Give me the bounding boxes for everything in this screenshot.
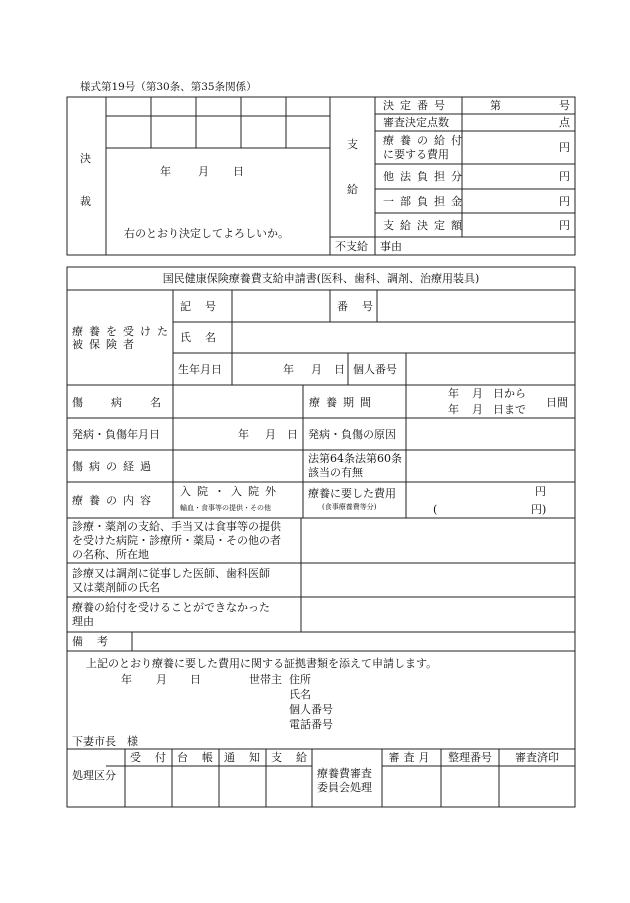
period-days-label: 日間 [546, 396, 568, 409]
declaration-text: 上記のとおり療養に要した費用に関する証拠書類を添えて申請します。 [86, 657, 438, 670]
declaration-day: 日 [190, 673, 201, 686]
bango-label: 番号 [337, 300, 387, 313]
benefit-cost-label-2: に要する費用 [383, 148, 449, 161]
jusho-label: 住所 [289, 673, 311, 686]
period-to-year: 年 [448, 403, 459, 416]
other-law-unit: 円 [559, 170, 570, 183]
decision-number-dai: 第 [490, 99, 501, 112]
period-to-label: 日まで [493, 403, 526, 416]
birth-month: 月 [311, 363, 322, 376]
processing-label: 処理区分 [72, 769, 116, 782]
hiyo-note: (食事療養費等分) [322, 503, 377, 511]
copay-label: 一部負担金 [383, 195, 468, 208]
onset-year: 年 [238, 428, 249, 441]
onset-date-label: 発病・負傷年月日 [72, 428, 160, 441]
byomei-label: 傷病名 [72, 396, 189, 409]
committee-label-2: 委員会処理 [317, 781, 372, 794]
hiyo-paren-open: ( [433, 503, 438, 516]
approval-confirm-text: 右のとおり決定してよろしいか。 [124, 227, 289, 240]
form-title: 国民健康保険療養費支給申請書(医科、歯科、調剤、治療用装具) [162, 272, 480, 285]
jiyu-label: 事由 [380, 240, 402, 253]
other-law-label: 他法負担分 [383, 170, 468, 183]
payment-kyu-label: 給 [347, 183, 358, 196]
nyuin-label: 入院・入院外 [180, 485, 282, 498]
header-shikyu: 支給 [271, 751, 321, 764]
birth-year: 年 [283, 363, 294, 376]
biko-label: 備考 [72, 635, 122, 648]
applicant-name-label: 氏名 [289, 688, 311, 701]
payment-decision-unit: 円 [559, 219, 570, 232]
insured-label-2: 被保険者 [72, 338, 140, 351]
period-from-label: 日から [493, 387, 526, 400]
kojin-bango-label: 個人番号 [353, 363, 397, 376]
copay-unit: 円 [559, 195, 570, 208]
form-id: 様式第19号（第30条、第35条関係） [80, 81, 257, 93]
hospital-label-1: 診療・薬剤の支給、手当又は食事等の提供 [72, 520, 281, 533]
payment-shi-label: 支 [347, 138, 358, 151]
fushikyu-label: 不支給 [335, 240, 368, 253]
approval-date-month: 月 [198, 165, 209, 178]
onset-month: 月 [265, 428, 276, 441]
keika-label: 傷病の経過 [72, 460, 157, 473]
nyuin-note: 輸血・食事等の提供・その他 [180, 504, 271, 512]
approval-date-year: 年 [160, 165, 171, 178]
review-points-unit: 点 [559, 116, 570, 129]
mayor-address: 下妻市長 様 [72, 735, 138, 748]
reason-label-1: 療養の給付を受けることができなかった [72, 601, 270, 614]
hospital-label-2: を受けた病院・診療所・薬局・その他の者 [72, 534, 281, 547]
shinsa-tsuki-header: 審査月 [388, 751, 434, 764]
kessai-label-1: 決 [80, 152, 91, 165]
onset-day: 日 [287, 428, 298, 441]
review-points-label: 審査決定点数 [383, 116, 449, 129]
insured-label-1: 療養を受けた [72, 325, 174, 338]
article-64-label-2: 該当の有無 [308, 466, 363, 479]
doctor-label-2: 又は薬剤師の氏名 [72, 581, 160, 594]
phone-label: 電話番号 [289, 718, 333, 731]
period-to-month: 月 [472, 403, 483, 416]
seiri-bango-header: 整理番号 [448, 751, 492, 764]
period-from-year: 年 [448, 387, 459, 400]
decision-number-label: 決定番号 [383, 99, 451, 112]
hiyo-yen: 円 [535, 485, 546, 498]
hiyo-label: 療養に要した費用 [308, 487, 396, 500]
doctor-label-1: 診療又は調剤に従事した医師、歯科医師 [72, 567, 270, 580]
approval-date-day: 日 [233, 165, 244, 178]
benefit-cost-label-1: 療養の給付 [383, 134, 468, 147]
article-64-label-1: 法第64条法第60条 [308, 452, 402, 465]
header-daicho: 台帳 [177, 751, 227, 764]
header-uketsuke: 受付 [130, 751, 180, 764]
naiyo-label: 療養の内容 [72, 494, 157, 507]
onset-cause-label: 発病・負傷の原因 [308, 428, 396, 441]
period-from-month: 月 [472, 387, 483, 400]
reason-label-2: 理由 [72, 615, 94, 628]
decision-number-go: 号 [559, 99, 570, 112]
shimei-label: 氏名 [180, 331, 230, 344]
payment-decision-label: 支給決定額 [383, 219, 468, 232]
ryoyo-kikan-label: 療養期間 [309, 396, 377, 409]
birthdate-label: 生年月日 [178, 363, 222, 376]
hiyo-paren-close: 円) [531, 503, 547, 516]
committee-label-1: 療養費審査 [317, 767, 372, 780]
birth-day: 日 [334, 363, 345, 376]
kessai-label-2: 裁 [80, 195, 91, 208]
applicant-number-label: 個人番号 [289, 703, 333, 716]
benefit-cost-unit: 円 [559, 141, 570, 154]
declaration-year: 年 [121, 673, 132, 686]
hospital-label-3: の名称、所在地 [72, 548, 149, 561]
shinsa-zumi-header: 審査済印 [515, 751, 559, 764]
setainushi-label: 世帯主 [249, 673, 282, 686]
declaration-month: 月 [156, 673, 167, 686]
kigo-label: 記号 [180, 300, 230, 313]
header-tsuchi: 通知 [224, 751, 274, 764]
